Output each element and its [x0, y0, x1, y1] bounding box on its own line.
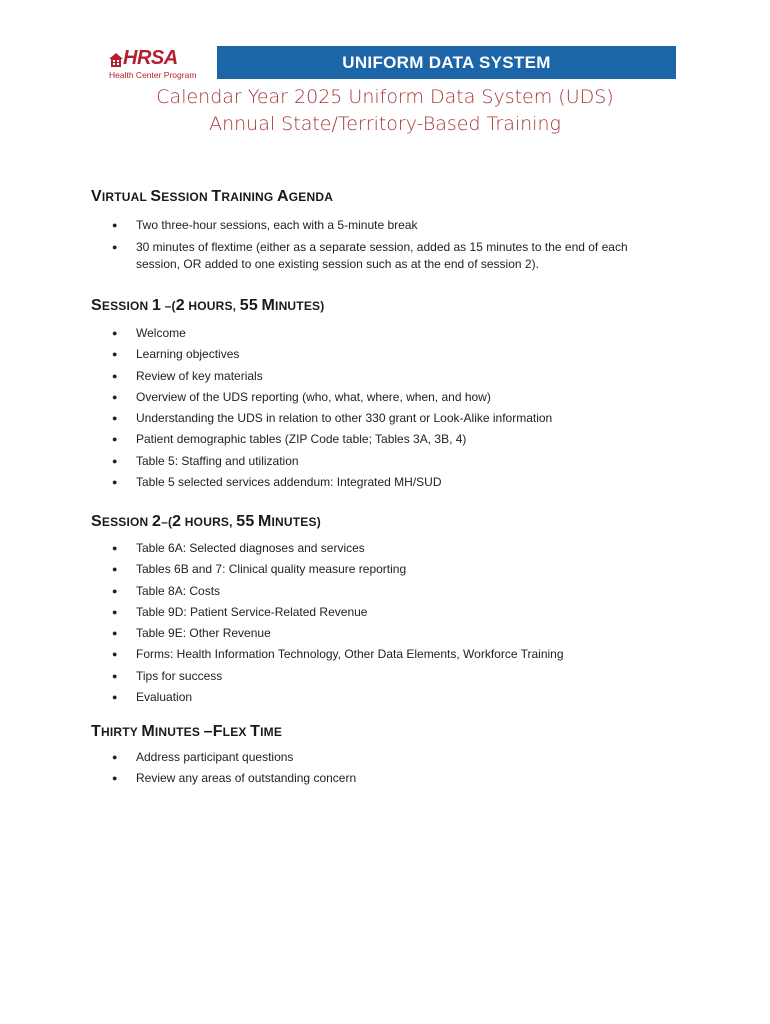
list-item-text: Tables 6B and 7: Clinical quality measure reporting [136, 562, 407, 577]
list-item [110, 770, 356, 787]
section-heading-flex: THIRTY MINUTES –FLEX TIME [91, 723, 283, 740]
bullet-icon: ● [112, 434, 118, 445]
list-item [110, 217, 671, 234]
list-item [110, 453, 552, 470]
list-item-text: Table 5 selected services addendum: Integrated MH/SUD [136, 475, 442, 490]
list-item-text: Overview of the UDS reporting (who, what, where, when, and how) [136, 389, 491, 404]
bullet-icon: ● [112, 606, 118, 617]
list-item [110, 604, 564, 621]
list-item [110, 625, 564, 642]
bullet-icon: ● [112, 349, 118, 360]
list-item-text: Two three-hour sessions, each with a 5-minute break [136, 218, 418, 232]
bullet-icon: ● [112, 220, 118, 230]
list-item [110, 689, 564, 706]
flex-list [110, 749, 356, 792]
list-item [110, 474, 552, 491]
bullet-icon: ● [112, 649, 118, 660]
list-item-text: Table 5: Staffing and utilization [136, 453, 299, 468]
list-item [110, 410, 552, 427]
list-item [110, 431, 552, 448]
bullet-icon: ● [112, 477, 118, 488]
list-item [110, 561, 564, 578]
bullet-icon: ● [112, 628, 118, 639]
section-heading-session1: SESSION 1 –(2 HOURS, 55 MINUTES) [91, 297, 325, 314]
bullet-icon: ● [112, 692, 118, 703]
list-item-text: Table 9D: Patient Service-Related Revenue [136, 604, 368, 619]
page-title-line2: Annual State/Territory-Based Training [209, 113, 561, 135]
list-item-text: Table 9E: Other Revenue [136, 626, 271, 641]
list-item [110, 583, 564, 600]
bullet-icon: ● [112, 413, 118, 424]
bullet-icon: ● [112, 773, 118, 784]
list-item-text: Forms: Health Information Technology, Other Data Elements, Workforce Training [136, 647, 564, 662]
section-heading-agenda: VIRTUAL SESSION TRAINING AGENDA [91, 188, 334, 205]
bullet-icon: ● [112, 391, 118, 402]
list-item-text: 30 minutes of flextime (either as a separate session, added as 15 minutes to the end of each session, OR added to one existing session such as at the end of session 2). [136, 240, 628, 271]
hrsa-logo [108, 49, 203, 81]
house-icon [109, 53, 123, 67]
session2-list [110, 540, 564, 710]
bullet-icon: ● [112, 328, 118, 338]
list-item-text: Evaluation [136, 690, 193, 705]
list-item-text: Table 8A: Costs [136, 583, 221, 598]
list-item [110, 368, 552, 385]
bullet-icon: ● [112, 370, 118, 381]
list-item [110, 540, 564, 557]
list-item-text: Welcome [136, 326, 186, 340]
list-item-text: Review of key materials [136, 368, 263, 383]
bullet-icon: ● [112, 564, 118, 575]
section-heading-session2: SESSION 2–(2 HOURS, 55 MINUTES) [91, 513, 321, 530]
list-item [110, 346, 552, 363]
logo-subtitle: Health Center Program [109, 70, 197, 80]
list-item [110, 389, 552, 406]
bullet-icon: ● [112, 670, 118, 681]
bullet-icon: ● [112, 455, 118, 466]
list-item [110, 749, 356, 766]
logo-text: HRSA [123, 47, 178, 69]
list-item-text: Table 6A: Selected diagnoses and services [136, 541, 365, 555]
list-item [110, 646, 564, 663]
bullet-icon: ● [112, 242, 118, 252]
bullet-icon: ● [112, 752, 118, 762]
list-item-text: Learning objectives [136, 347, 240, 362]
list-item [110, 239, 671, 273]
bullet-icon: ● [112, 585, 118, 596]
list-item-text: Patient demographic tables (ZIP Code table; Tables 3A, 3B, 4) [136, 432, 467, 447]
list-item-text: Address participant questions [136, 750, 294, 764]
banner: UNIFORM DATA SYSTEM [217, 46, 676, 79]
session1-list [110, 325, 552, 495]
list-item-text: Review any areas of outstanding concern [136, 771, 357, 786]
list-item [110, 668, 564, 685]
list-item [110, 325, 552, 342]
agenda-list [110, 217, 671, 278]
page-title-line1: Calendar Year 2025 Uniform Data System (UDS) [156, 86, 614, 108]
bullet-icon: ● [112, 543, 118, 553]
list-item-text: Understanding the UDS in relation to other 330 grant or Look-Alike information [136, 411, 553, 426]
header [108, 46, 676, 80]
list-item-text: Tips for success [136, 668, 223, 683]
